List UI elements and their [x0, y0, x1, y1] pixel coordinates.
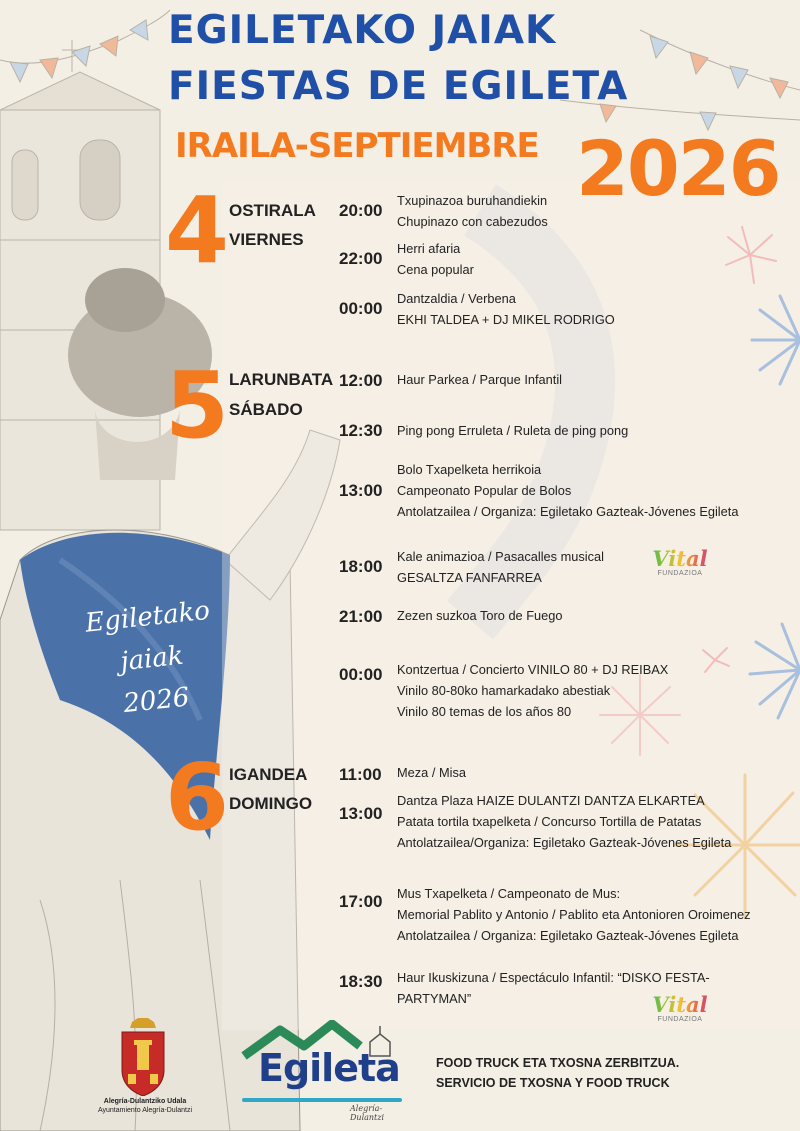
council-name-es: Ayuntamiento Alegría-Dulantzi	[97, 1107, 193, 1114]
event-line: EKHI TALDEA + DJ MIKEL RODRIGO	[397, 312, 615, 327]
event-line: Bolo Txapelketa herrikoia	[397, 462, 542, 477]
day-name-basque-6: IGANDEA	[229, 765, 308, 784]
services-note-spanish: SERVICIO DE TXOSNA Y FOOD TRUCK	[436, 1076, 670, 1090]
event-line: Memorial Pablito y Antonio / Pablito eta Antonioren Oroimenez	[397, 907, 751, 922]
day-number-5: 5	[165, 352, 230, 459]
event-line: Dantzaldia / Verbena	[397, 291, 516, 306]
event-time: 00:00	[339, 665, 383, 684]
event-description	[397, 883, 751, 946]
event-time: 20:00	[339, 201, 383, 220]
scarf-text-line2: jaiak	[119, 640, 185, 678]
event-line: Ping pong Erruleta / Ruleta de ping pong	[397, 423, 629, 438]
event-description	[397, 190, 548, 232]
event-line: Haur Ikuskizuna / Espectáculo Infantil: “DISKO FESTA-	[397, 970, 710, 985]
title-basque: EGILETAKO JAIAK	[168, 8, 557, 53]
event-time: 21:00	[339, 607, 383, 626]
scarf-text-line1: Egiletako	[83, 595, 212, 639]
day-name-basque-5: LARUNBATA	[229, 370, 334, 389]
day-number-4: 4	[165, 177, 230, 284]
event-line: Zezen suzkoa Toro de Fuego	[397, 608, 563, 623]
vital-logo-name: Vital	[640, 548, 720, 570]
event-description	[397, 546, 604, 588]
event-line: Vinilo 80 temas de los años 80	[397, 704, 572, 719]
event-description	[397, 369, 562, 390]
event-time: 22:00	[339, 249, 383, 268]
event-line: Txupinazoa buruhandiekin	[397, 193, 548, 208]
event-line: Antolatzailea / Organiza: Egiletako Gazteak-Jóvenes Egileta	[397, 928, 739, 943]
vital-logo	[640, 548, 720, 577]
services-note	[436, 1053, 679, 1093]
event-line: Dantza Plaza HAIZE DULANTZI DANTZA ELKARTEA	[397, 793, 705, 808]
day-name-spanish-6: DOMINGO	[229, 794, 313, 813]
day-name-spanish-5: SÁBADO	[229, 400, 303, 419]
day-number-6: 6	[165, 744, 230, 851]
egileta-logo-signature: Alegría-Dulantzi	[350, 1104, 385, 1122]
month-label: IRAILA-SEPTIEMBRE	[175, 126, 539, 166]
event-description	[397, 420, 628, 441]
event-line: Vinilo 80-80ko hamarkadako abestiak	[397, 683, 611, 698]
egileta-logo-text: Egileta	[258, 1046, 400, 1090]
event-line: Meza / Misa	[397, 765, 466, 780]
event-description	[397, 238, 474, 280]
event-time: 18:00	[339, 557, 383, 576]
vital-logo-subtitle: FUNDAZIOA	[657, 1016, 703, 1023]
scarf-lettering	[66, 588, 238, 730]
event-line: Kale animazioa / Pasacalles musical	[397, 549, 604, 564]
event-time: 12:00	[339, 371, 383, 390]
council-name-eu: Alegría-Dulantziko Udala	[103, 1098, 187, 1105]
vital-logo	[640, 994, 720, 1023]
event-line: Patata tortila txapelketa / Concurso Tortilla de Patatas	[397, 814, 702, 829]
event-line: Cena popular	[397, 262, 474, 277]
egileta-logo	[240, 1020, 410, 1120]
event-line: Campeonato Popular de Bolos	[397, 483, 572, 498]
day-name-basque-4: OSTIRALA	[229, 201, 316, 220]
title-spanish: FIESTAS DE EGILETA	[168, 64, 629, 109]
vital-logo-name: Vital	[640, 994, 720, 1016]
event-time: 13:00	[339, 481, 383, 500]
council-name	[85, 1097, 205, 1115]
event-line: GESALTZA FANFARREA	[397, 570, 542, 585]
event-line: Mus Txapelketa / Campeonato de Mus:	[397, 886, 621, 901]
scarf-text-line3: 2026	[121, 682, 191, 720]
event-time: 11:00	[339, 765, 382, 784]
event-line: Antolatzailea/Organiza: Egiletako Gazteak-Jóvenes Egileta	[397, 835, 732, 850]
event-line: Haur Parkea / Parque Infantil	[397, 372, 563, 387]
event-time: 12:30	[339, 421, 383, 440]
event-time: 00:00	[339, 299, 383, 318]
council-shield-icon	[118, 1018, 168, 1096]
event-time: 18:30	[339, 972, 383, 991]
event-description	[397, 762, 466, 783]
event-line: Herri afaria	[397, 241, 461, 256]
event-time: 13:00	[339, 804, 383, 823]
day-name-spanish-4: VIERNES	[229, 230, 304, 249]
year-label: 2026	[576, 124, 780, 213]
event-description	[397, 459, 738, 522]
event-description	[397, 605, 563, 626]
event-line: Chupinazo con cabezudos	[397, 214, 548, 229]
event-line: Antolatzailea / Organiza: Egiletako Gazteak-Jóvenes Egileta	[397, 504, 739, 519]
event-line: PARTYMAN”	[397, 991, 472, 1006]
event-description	[397, 790, 731, 853]
event-time: 17:00	[339, 892, 383, 911]
vital-logo-subtitle: FUNDAZIOA	[657, 570, 703, 577]
egileta-logo-underline	[242, 1098, 402, 1102]
event-description	[397, 288, 615, 330]
event-description	[397, 659, 668, 722]
services-note-basque: FOOD TRUCK ETA TXOSNA ZERBITZUA.	[436, 1056, 680, 1070]
event-line: Kontzertua / Concierto VINILO 80 + DJ REIBAX	[397, 662, 669, 677]
